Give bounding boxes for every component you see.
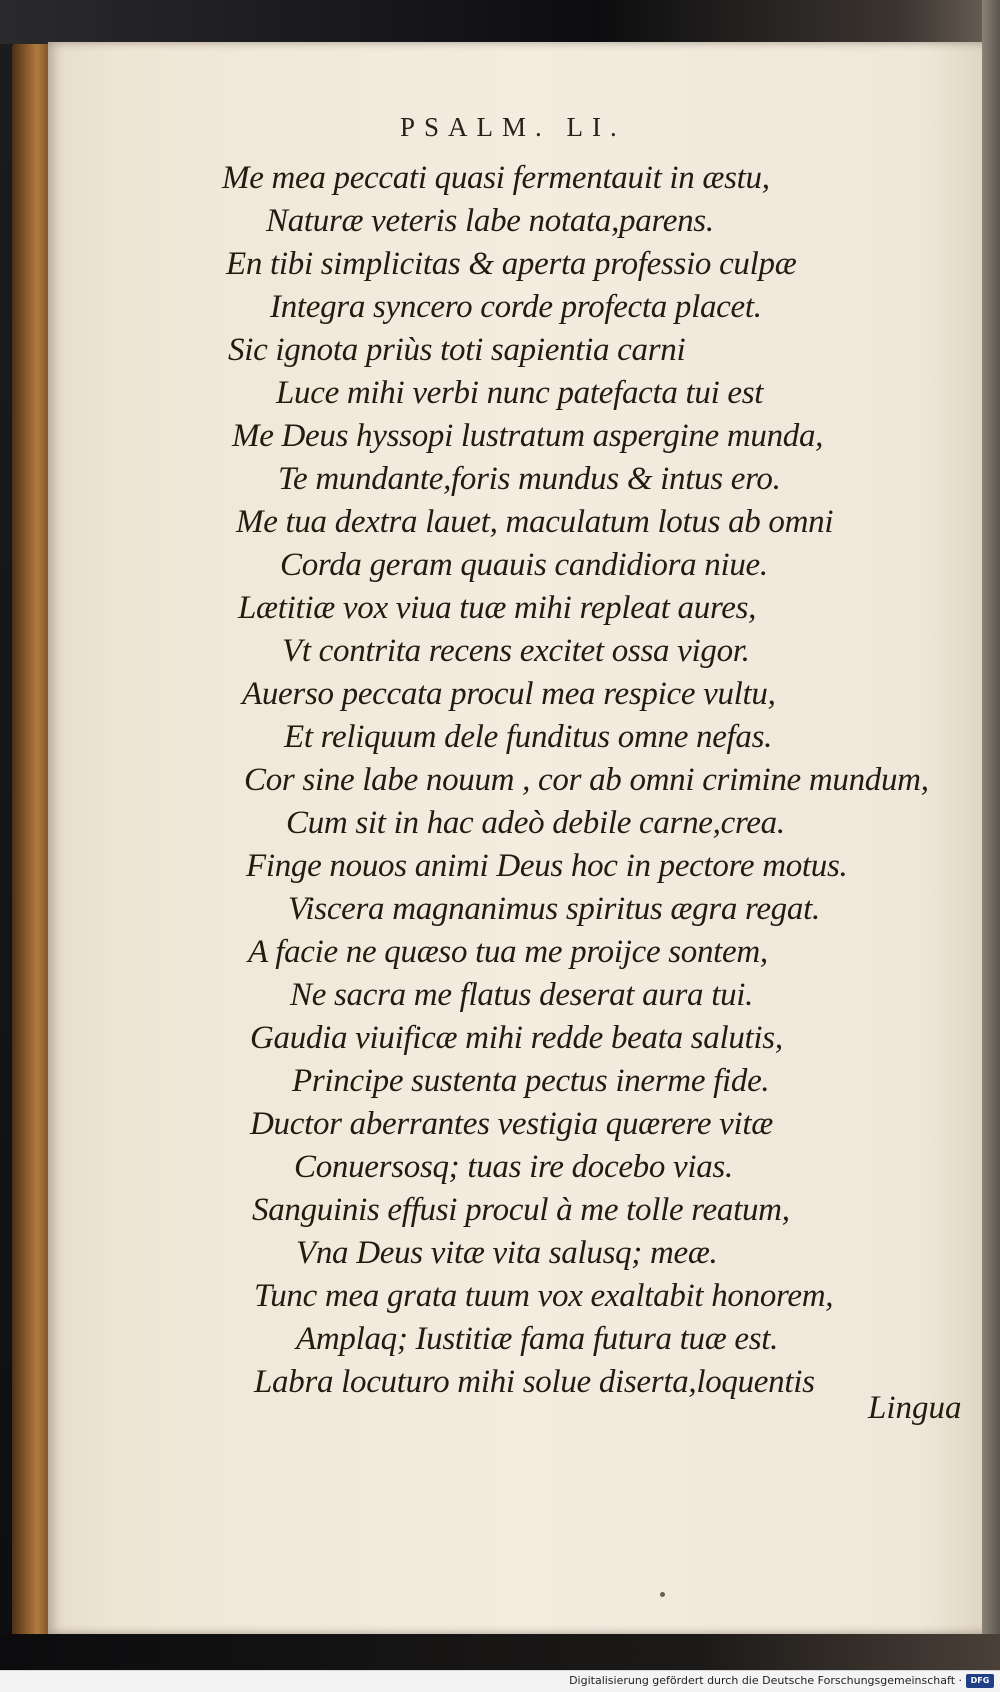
running-title: PSALM. LI.	[400, 112, 626, 142]
verse-line: Ne sacra me flatus deserat aura tui.	[290, 977, 754, 1013]
verse-line: Cor sine labe nouum , cor ab omni crimine mundum,	[244, 762, 929, 798]
catchword: Lingua	[868, 1390, 962, 1426]
verse-line: Te mundante,foris mundus & intus ero.	[278, 461, 781, 497]
verse-line: Tunc mea grata tuum vox exaltabit honorem,	[254, 1278, 834, 1314]
digitization-footer	[0, 1670, 1000, 1692]
verse-line: Corda geram quauis candidiora niue.	[280, 547, 768, 583]
verse-line: Amplaq; Iustitiæ fama futura tuæ est.	[296, 1321, 779, 1357]
verse-line: Me mea peccati quasi fermentauit in æstu,	[222, 160, 770, 196]
verse-line: A facie ne quæso tua me proijce sontem,	[248, 934, 768, 970]
verse-line: Ductor aberrantes vestigia quærere vitæ	[250, 1106, 773, 1142]
verse-line: Sanguinis effusi procul à me tolle reatum,	[252, 1192, 790, 1228]
funding-credit: Digitalisierung gefördert durch die Deutsche Forschungsgemeinschaft ·	[569, 1674, 962, 1687]
verse-line: Auerso peccata procul mea respice vultu,	[242, 676, 776, 712]
verse-line: Sic ignota priùs toti sapientia carni	[228, 332, 686, 368]
dfg-logo: DFG	[966, 1674, 994, 1688]
verse-line: En tibi simplicitas & aperta professio culpæ	[226, 246, 797, 282]
verse-line: Principe sustenta pectus inerme fide.	[292, 1063, 770, 1099]
verse-line: Viscera magnanimus spiritus ægra regat.	[288, 891, 820, 927]
verse-line: Conuersosq; tuas ire docebo vias.	[294, 1149, 733, 1185]
verse-line: Integra syncero corde profecta placet.	[270, 289, 762, 325]
verse-line: Me tua dextra lauet, maculatum lotus ab omni	[236, 504, 834, 540]
verse-line: Cum sit in hac adeò debile carne,crea.	[286, 805, 785, 841]
bottom-shadow	[0, 1634, 1000, 1670]
verse-line: Naturæ veteris labe notata,parens.	[266, 203, 714, 239]
verse-line: Labra locuturo mihi solue diserta,loquentis	[254, 1364, 815, 1400]
verse-line: Gaudia viuificæ mihi redde beata salutis,	[250, 1020, 783, 1056]
verse-line: Luce mihi verbi nunc patefacta tui est	[276, 375, 764, 411]
verse-line: Vna Deus vitæ vita salusq; meæ.	[296, 1235, 718, 1271]
verse-line: Lætitiæ vox viua tuæ mihi repleat aures,	[238, 590, 757, 626]
ink-speck	[660, 1592, 665, 1597]
verse-line: Et reliquum dele funditus omne nefas.	[284, 719, 773, 755]
verse-line: Vt contrita recens excitet ossa vigor.	[282, 633, 750, 669]
verse-line: Finge nouos animi Deus hoc in pectore motus.	[246, 848, 848, 884]
verse-line: Me Deus hyssopi lustratum aspergine munda,	[232, 418, 824, 454]
